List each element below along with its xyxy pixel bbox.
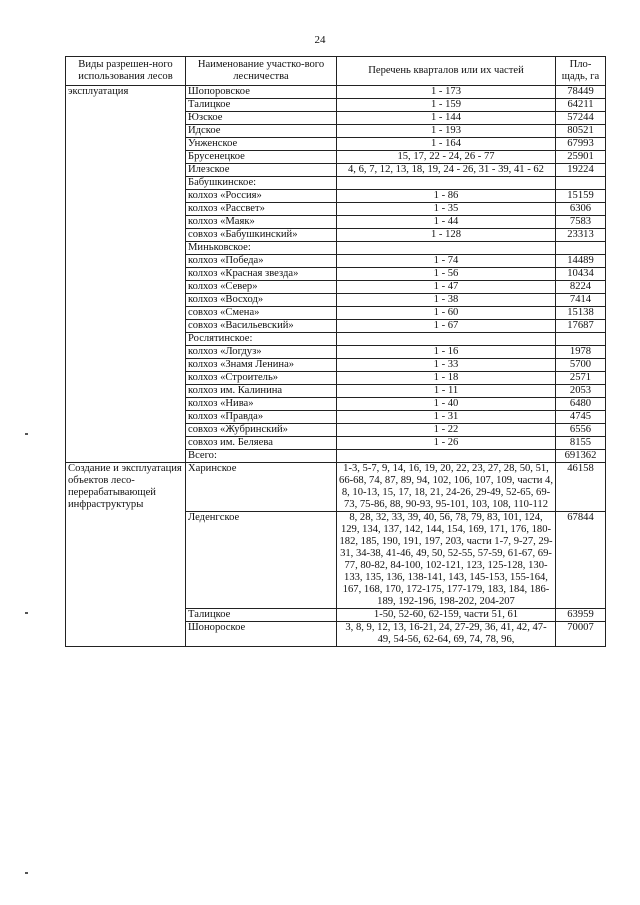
quarters-cell: 1-3, 5-7, 9, 14, 16, 19, 20, 22, 23, 27, 28, 50, 51, 66-68, 74, 87, 89, 94, 102, 106, 107, 109, части 4, 8, 10-13, 15, 17, 18, 21, 24-26, 29-49, 52-65, 69-73, 75-86, 88, 90-93, 95-101, 103, 108, 110-112 [337, 463, 556, 512]
district-name-cell: колхоз «Строитель» [186, 372, 337, 385]
use-type-cell [66, 151, 186, 164]
quarters-cell: 1 - 144 [337, 112, 556, 125]
forest-use-table [65, 56, 606, 647]
quarters-cell: 8, 28, 32, 33, 39, 40, 56, 78, 79, 83, 101, 124, 129, 134, 137, 142, 144, 154, 169, 171, 176, 180-182, 185, 190, 191, 197, 203, части 1-7, 9-27, 29-31, 34-38, 41-46, 49, 50, 52-55, 57-59, 61-67, 69-77, 80-82, 84-100, 102-121, 123, 125-128, 130-133, 135, 136, 138-141, 143, 145-153, 155-164, 167, 168, 170, 172-175, 177-179, 183, 184, 186-189, 192-196, 198-202, 204-207 [337, 512, 556, 609]
use-type-cell: Создание и эксплуатация объектов лесо-перерабатывающей инфраструктуры [66, 463, 186, 512]
quarters-cell [337, 242, 556, 255]
table-row [66, 385, 606, 398]
use-type-cell [66, 411, 186, 424]
use-type-cell [66, 242, 186, 255]
table-row [66, 463, 606, 512]
area-cell [556, 242, 606, 255]
quarters-cell [337, 177, 556, 190]
area-cell: 67993 [556, 138, 606, 151]
district-name-cell: совхоз «Бабушкинский» [186, 229, 337, 242]
use-type-cell [66, 450, 186, 463]
district-name-cell: совхоз «Васильевский» [186, 320, 337, 333]
area-cell: 10434 [556, 268, 606, 281]
table-row [66, 450, 606, 463]
use-type-cell [66, 138, 186, 151]
table-row [66, 112, 606, 125]
area-cell: 57244 [556, 112, 606, 125]
scan-mark [25, 612, 28, 614]
quarters-cell: 1 - 16 [337, 346, 556, 359]
quarters-cell: 1 - 173 [337, 86, 556, 99]
header-district-name: Наименование участко-вого лесничества [186, 57, 337, 86]
table-row [66, 333, 606, 346]
district-name-cell: колхоз «Логдуз» [186, 346, 337, 359]
table-row [66, 320, 606, 333]
area-cell: 67844 [556, 512, 606, 609]
district-name-cell: Леденгское [186, 512, 337, 609]
district-name-cell: Харинское [186, 463, 337, 512]
district-name-cell: Бабушкинское: [186, 177, 337, 190]
area-cell: 15159 [556, 190, 606, 203]
use-type-cell [66, 268, 186, 281]
use-type-cell [66, 177, 186, 190]
quarters-cell: 1 - 56 [337, 268, 556, 281]
quarters-cell: 1 - 38 [337, 294, 556, 307]
quarters-cell: 1 - 60 [337, 307, 556, 320]
district-name-cell: Рослятинское: [186, 333, 337, 346]
district-name-cell: колхоз «Маяк» [186, 216, 337, 229]
area-cell [556, 177, 606, 190]
area-cell: 7414 [556, 294, 606, 307]
table-row [66, 203, 606, 216]
district-name-cell: колхоз «Знамя Ленина» [186, 359, 337, 372]
table-row [66, 255, 606, 268]
table-row [66, 622, 606, 647]
district-name-cell: колхоз «Правда» [186, 411, 337, 424]
district-name-cell: Илезское [186, 164, 337, 177]
quarters-cell: 1 - 47 [337, 281, 556, 294]
use-type-cell [66, 112, 186, 125]
area-cell: 8224 [556, 281, 606, 294]
area-cell: 64211 [556, 99, 606, 112]
area-cell: 6480 [556, 398, 606, 411]
area-cell: 8155 [556, 437, 606, 450]
use-type-cell [66, 125, 186, 138]
table-row [66, 346, 606, 359]
district-name-cell: колхоз «Победа» [186, 255, 337, 268]
table-row [66, 411, 606, 424]
table-body [66, 86, 606, 647]
district-name-cell: колхоз «Россия» [186, 190, 337, 203]
use-type-cell [66, 164, 186, 177]
area-cell: 6556 [556, 424, 606, 437]
table-row [66, 307, 606, 320]
table-row [66, 242, 606, 255]
header-quarters: Перечень кварталов или их частей [337, 57, 556, 86]
area-cell: 25901 [556, 151, 606, 164]
use-type-cell [66, 255, 186, 268]
district-name-cell: Шонороское [186, 622, 337, 647]
quarters-cell: 1 - 18 [337, 372, 556, 385]
district-name-cell: колхоз «Восход» [186, 294, 337, 307]
scan-mark [25, 433, 28, 435]
area-cell: 78449 [556, 86, 606, 99]
quarters-cell: 1 - 74 [337, 255, 556, 268]
quarters-cell: 3, 8, 9, 12, 13, 16-21, 24, 27-29, 36, 41, 42, 47-49, 54-56, 62-64, 69, 74, 78, 96, [337, 622, 556, 647]
table-row [66, 177, 606, 190]
use-type-cell [66, 320, 186, 333]
district-name-cell: Шопоровское [186, 86, 337, 99]
quarters-cell [337, 450, 556, 463]
use-type-cell [66, 216, 186, 229]
use-type-cell [66, 437, 186, 450]
area-cell: 4745 [556, 411, 606, 424]
table-row [66, 216, 606, 229]
area-cell: 7583 [556, 216, 606, 229]
quarters-cell: 1 - 33 [337, 359, 556, 372]
quarters-cell: 1 - 159 [337, 99, 556, 112]
area-cell: 1978 [556, 346, 606, 359]
area-cell: 46158 [556, 463, 606, 512]
table-row [66, 151, 606, 164]
quarters-cell: 1 - 35 [337, 203, 556, 216]
use-type-cell [66, 346, 186, 359]
area-cell: 5700 [556, 359, 606, 372]
district-name-cell: Унженское [186, 138, 337, 151]
use-type-cell [66, 609, 186, 622]
quarters-cell [337, 333, 556, 346]
use-type-cell [66, 99, 186, 112]
use-type-cell [66, 294, 186, 307]
district-name-cell: Идское [186, 125, 337, 138]
district-name-cell: Всего: [186, 450, 337, 463]
use-type-cell: эксплуатация [66, 86, 186, 99]
quarters-cell: 1 - 22 [337, 424, 556, 437]
area-cell: 19224 [556, 164, 606, 177]
table-header-row [66, 57, 606, 86]
area-cell: 80521 [556, 125, 606, 138]
area-cell: 70007 [556, 622, 606, 647]
table-row [66, 294, 606, 307]
quarters-cell: 4, 6, 7, 12, 13, 18, 19, 24 - 26, 31 - 39, 41 - 62 [337, 164, 556, 177]
table-row [66, 86, 606, 99]
use-type-cell [66, 622, 186, 647]
quarters-cell: 1 - 44 [337, 216, 556, 229]
district-name-cell: совхоз «Смена» [186, 307, 337, 320]
table-row [66, 229, 606, 242]
district-name-cell: совхоз «Жубринский» [186, 424, 337, 437]
header-area: Пло-щадь, га [556, 57, 606, 86]
quarters-cell: 1 - 128 [337, 229, 556, 242]
use-type-cell [66, 229, 186, 242]
use-type-cell [66, 190, 186, 203]
scan-mark [25, 872, 28, 874]
quarters-cell: 1 - 86 [337, 190, 556, 203]
district-name-cell: совхоз им. Беляева [186, 437, 337, 450]
district-name-cell: колхоз «Нива» [186, 398, 337, 411]
district-name-cell: Юзское [186, 112, 337, 125]
quarters-cell: 1 - 11 [337, 385, 556, 398]
area-cell: 691362 [556, 450, 606, 463]
use-type-cell [66, 281, 186, 294]
table-row [66, 359, 606, 372]
use-type-cell [66, 307, 186, 320]
area-cell: 23313 [556, 229, 606, 242]
district-name-cell: Талицкое [186, 99, 337, 112]
quarters-cell: 1 - 26 [337, 437, 556, 450]
use-type-cell [66, 424, 186, 437]
table-row [66, 99, 606, 112]
area-cell: 2571 [556, 372, 606, 385]
district-name-cell: Талицкое [186, 609, 337, 622]
quarters-cell: 1-50, 52-60, 62-159, части 51, 61 [337, 609, 556, 622]
header-use-type: Виды разрешен-ного использования лесов [66, 57, 186, 86]
use-type-cell [66, 385, 186, 398]
table-row [66, 125, 606, 138]
use-type-cell [66, 512, 186, 609]
table-row [66, 424, 606, 437]
quarters-cell: 1 - 31 [337, 411, 556, 424]
area-cell [556, 333, 606, 346]
table-row [66, 164, 606, 177]
use-type-cell [66, 203, 186, 216]
district-name-cell: Брусенецкое [186, 151, 337, 164]
page-number: 24 [314, 34, 326, 46]
area-cell: 17687 [556, 320, 606, 333]
table-row [66, 512, 606, 609]
table-row [66, 281, 606, 294]
area-cell: 6306 [556, 203, 606, 216]
area-cell: 63959 [556, 609, 606, 622]
use-type-cell [66, 372, 186, 385]
use-type-cell [66, 359, 186, 372]
table-row [66, 268, 606, 281]
district-name-cell: колхоз «Рассвет» [186, 203, 337, 216]
district-name-cell: колхоз «Красная звезда» [186, 268, 337, 281]
quarters-cell: 1 - 164 [337, 138, 556, 151]
district-name-cell: колхоз «Север» [186, 281, 337, 294]
table-row [66, 609, 606, 622]
quarters-cell: 1 - 193 [337, 125, 556, 138]
table-row [66, 138, 606, 151]
quarters-cell: 15, 17, 22 - 24, 26 - 77 [337, 151, 556, 164]
use-type-cell [66, 333, 186, 346]
area-cell: 14489 [556, 255, 606, 268]
district-name-cell: Миньковское: [186, 242, 337, 255]
area-cell: 15138 [556, 307, 606, 320]
table-row [66, 372, 606, 385]
quarters-cell: 1 - 67 [337, 320, 556, 333]
table-row [66, 190, 606, 203]
district-name-cell: колхоз им. Калинина [186, 385, 337, 398]
quarters-cell: 1 - 40 [337, 398, 556, 411]
table-row [66, 437, 606, 450]
table-row [66, 398, 606, 411]
use-type-cell [66, 398, 186, 411]
area-cell: 2053 [556, 385, 606, 398]
